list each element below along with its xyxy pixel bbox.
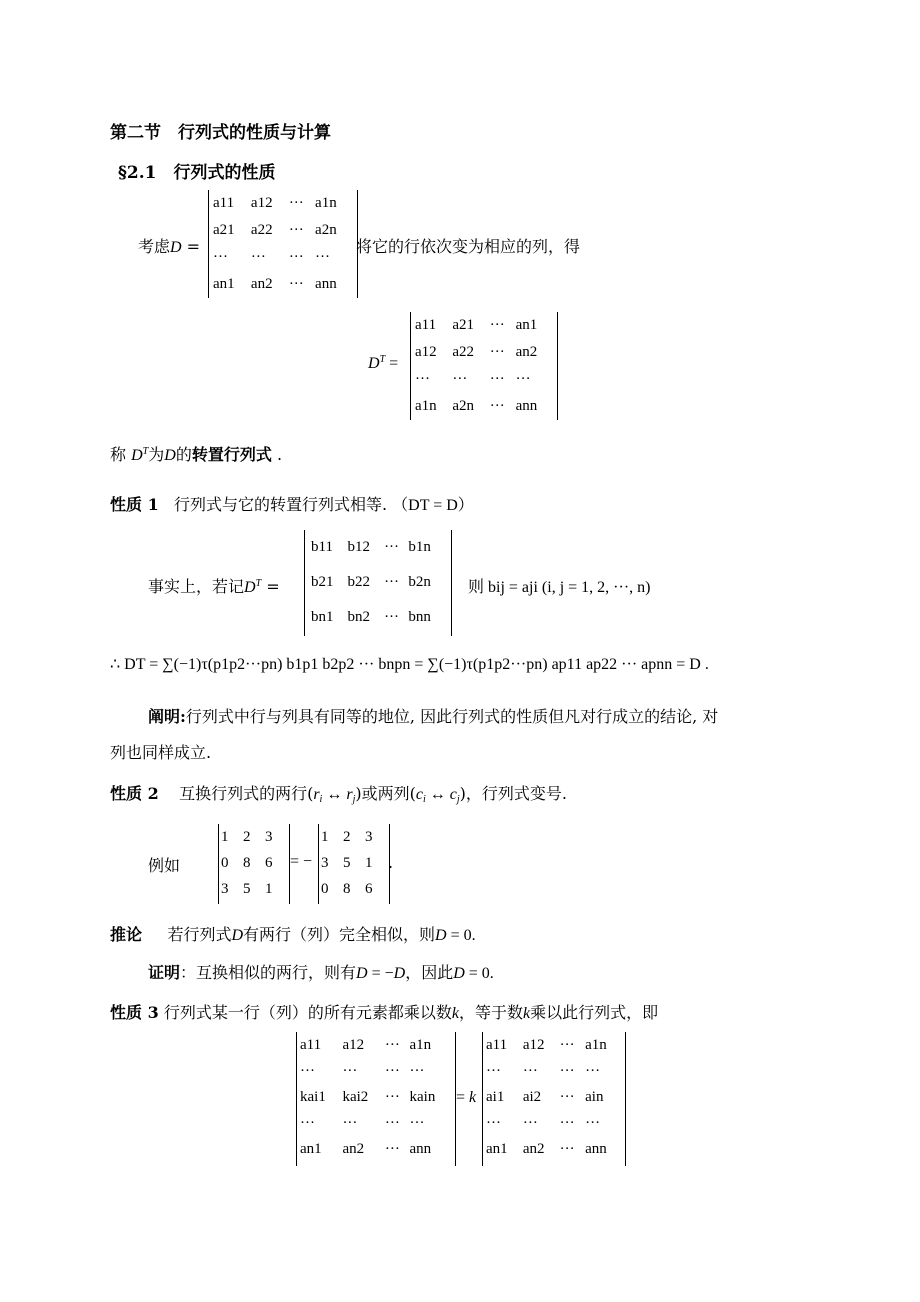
fact-relation-text: bij = aji (i, j = 1, 2, ···, n) xyxy=(488,579,651,596)
matrix-row xyxy=(300,1032,452,1058)
matrix-row xyxy=(300,1136,452,1162)
property-1 xyxy=(110,492,474,515)
p1-text: 行列式与它的转置行列式相等. xyxy=(173,495,388,514)
matrix-cell: ··· xyxy=(409,1114,425,1131)
matrix-cell: 5 xyxy=(343,854,351,871)
matrix-row xyxy=(486,1136,622,1162)
p3-label: 性质 3 xyxy=(110,1003,159,1022)
matrix-cell: ··· xyxy=(486,1062,501,1079)
matrix-cell: ··· xyxy=(415,371,430,387)
proof-text2: ，因此 xyxy=(405,963,454,982)
matrix-cell: an2 xyxy=(342,1140,365,1157)
matrix-DT xyxy=(410,312,558,420)
matrix-cell: an2 xyxy=(522,1140,545,1157)
matrix-cell: 3 xyxy=(365,828,373,845)
td-prefix: 称 xyxy=(110,445,127,464)
matrix-cell: a2n xyxy=(452,398,475,414)
dt-label: $D^T$ = xyxy=(368,354,399,372)
matrix-cell: ann xyxy=(515,398,538,414)
matrix-row xyxy=(213,190,353,217)
matrix-cell: ··· xyxy=(384,1088,400,1105)
matrix-cell: b1n xyxy=(408,539,431,555)
matrix-cell: ··· xyxy=(559,1036,575,1053)
td-mid2: 的 xyxy=(175,445,192,464)
matrix-cell: 6 xyxy=(265,854,273,871)
matrix-cell: 1 xyxy=(365,854,373,871)
matrix-cell: bnn xyxy=(408,609,431,625)
p1-label: 性质 1 xyxy=(110,495,159,514)
td-end: . xyxy=(276,445,283,464)
matrix-cell: ··· xyxy=(384,574,400,590)
matrix-cell: ··· xyxy=(300,1114,315,1131)
k-equals: = k xyxy=(456,1089,477,1106)
p2-text1: 互换行列式的两行( xyxy=(179,784,314,803)
matrix-cell: ··· xyxy=(489,398,505,414)
matrix-row xyxy=(486,1032,622,1058)
matrix-k-right xyxy=(482,1032,626,1166)
matrix-row xyxy=(221,876,287,902)
sum-formula: ∴ DT = ∑(−1)τ(p1p2···pn) b1p1 b2p2 ··· bnpn = ∑(−1)τ(p1p2···pn) ap11 ap22 ··· apnn = D . xyxy=(110,656,709,673)
proof-text1: ：互换相似的两行，则有 xyxy=(180,963,357,982)
corollary: 推论 若行列式D有两行（列）完全相似，则D = 0. xyxy=(110,925,476,944)
consider-line: 考虑D = xyxy=(138,237,201,256)
matrix-cell: bn1 xyxy=(311,609,334,625)
matrix-cell: ain xyxy=(585,1088,604,1105)
matrix-cell: 0 xyxy=(221,854,229,871)
matrix-cell: kai1 xyxy=(300,1088,326,1105)
proof-label: 证明 xyxy=(148,963,181,982)
explanation-text1: 行列式中行与列具有同等的地位, 因此行列式的性质但凡对行成立的结论, 对 xyxy=(185,707,719,726)
matrix-cell: ann xyxy=(585,1140,607,1157)
matrix-cell: a11 xyxy=(415,317,437,333)
matrix-cell: ··· xyxy=(342,1062,358,1079)
matrix-cell: ··· xyxy=(342,1114,358,1131)
example-period: . xyxy=(388,853,394,872)
matrix-cell: ai1 xyxy=(486,1088,505,1105)
matrix-cell: ann xyxy=(409,1140,432,1157)
matrix-cell: 2 xyxy=(343,828,351,845)
property-2: 性质 2 互换行列式的两行($r_i$ ↔ $r_j$)或两列($c_i$ ↔ $c_j$)，行列式变号. xyxy=(110,784,567,805)
matrix-row xyxy=(415,312,553,339)
matrix-cell: a12 xyxy=(342,1036,365,1053)
example-label: 例如 xyxy=(148,856,181,875)
matrix-cell: a21 xyxy=(213,222,235,238)
explanation-label: 阐明: xyxy=(148,707,186,726)
p3-text3: 乘以此行列式，即 xyxy=(530,1003,659,1022)
matrix-cell: 2 xyxy=(243,828,251,845)
matrix-cell: a12 xyxy=(522,1036,545,1053)
matrix-cell: a1n xyxy=(585,1036,607,1053)
example-right-matrix xyxy=(318,824,390,904)
matrix-cell: an1 xyxy=(515,317,538,333)
matrix-cell: ··· xyxy=(515,371,531,387)
matrix-cell: 8 xyxy=(243,854,251,871)
matrix-cell: bn2 xyxy=(347,609,371,625)
matrix-row xyxy=(415,339,553,366)
matrix-cell: b21 xyxy=(311,574,334,590)
matrix-cell: a1n xyxy=(409,1036,432,1053)
p2-text2: )或两列( xyxy=(355,784,416,803)
matrix-cell: ··· xyxy=(585,1062,601,1079)
subsection-title: §2.1 行列式的性质 xyxy=(118,163,276,183)
matrix-row xyxy=(213,244,353,271)
transpose-definition: 称 $D^T$为D的转置行列式 . xyxy=(110,445,283,464)
matrix-cell: 3 xyxy=(321,854,329,871)
corollary-text1: 若行列式 xyxy=(167,925,232,944)
matrix-cell: b22 xyxy=(347,574,371,590)
matrix-row xyxy=(311,600,445,635)
matrix-cell: an2 xyxy=(250,276,273,292)
matrix-cell: 1 xyxy=(221,828,229,845)
matrix-cell: ··· xyxy=(288,249,304,265)
fact-prefix-text: 事实上，若记 xyxy=(148,577,245,596)
matrix-cell: a22 xyxy=(250,222,273,238)
matrix-cell: 3 xyxy=(265,828,273,845)
matrix-cell: ··· xyxy=(315,249,331,265)
matrix-cell: 8 xyxy=(343,880,351,897)
matrix-row xyxy=(311,530,445,565)
consider-prefix: 考虑 xyxy=(138,237,171,256)
p3-text1: 行列式某一行（列）的所有元素都乘以数 xyxy=(163,1003,452,1022)
matrix-row xyxy=(486,1110,622,1136)
explanation-line2: 列也同样成立. xyxy=(110,743,212,762)
matrix-cell: ··· xyxy=(384,539,400,555)
matrix-cell: 1 xyxy=(321,828,329,845)
matrix-D xyxy=(208,190,358,298)
matrix-cell: ··· xyxy=(522,1114,538,1131)
matrix-cell: 3 xyxy=(221,880,229,897)
matrix-cell: ··· xyxy=(489,344,505,360)
matrix-cell: ··· xyxy=(213,249,228,265)
section-title: 第二节 行列式的性质与计算 xyxy=(110,123,331,143)
matrix-cell: an2 xyxy=(515,344,538,360)
matrix-cell: ··· xyxy=(559,1140,575,1157)
matrix-cell: ··· xyxy=(452,371,468,387)
matrix-cell: b11 xyxy=(311,539,333,555)
matrix-cell: a22 xyxy=(452,344,475,360)
matrix-cell: ··· xyxy=(288,195,304,211)
p2-label: 性质 2 xyxy=(110,784,159,803)
matrix-cell: ai2 xyxy=(522,1088,542,1105)
example-equals: = − xyxy=(290,853,313,870)
matrix-row xyxy=(300,1058,452,1084)
matrix-cell: ··· xyxy=(288,222,304,238)
matrix-row xyxy=(221,850,287,876)
corollary-label: 推论 xyxy=(110,925,143,944)
matrix-cell: 0 xyxy=(321,880,329,897)
td-mid: 为 xyxy=(148,445,165,464)
p3-text2: ，等于数 xyxy=(458,1003,523,1022)
p2-text3: )，行列式变号. xyxy=(459,784,567,803)
property-3: 性质 3 行列式某一行（列）的所有元素都乘以数k，等于数k乘以此行列式，即 xyxy=(110,1003,659,1022)
matrix-cell: ··· xyxy=(250,249,266,265)
matrix-cell: 5 xyxy=(243,880,251,897)
matrix-cell: a1n xyxy=(415,398,437,414)
matrix-cell: kai2 xyxy=(342,1088,369,1105)
matrix-row xyxy=(213,217,353,244)
example-left-matrix xyxy=(218,824,290,904)
matrix-cell: a12 xyxy=(250,195,273,211)
matrix-row xyxy=(321,850,387,876)
proof: 证明：互换相似的两行，则有D = −D，因此D = 0. xyxy=(148,963,494,982)
matrix-cell: ··· xyxy=(559,1088,575,1105)
matrix-cell: a2n xyxy=(315,222,337,238)
matrix-cell: ··· xyxy=(559,1114,575,1131)
matrix-cell: ··· xyxy=(489,371,505,387)
matrix-cell: an1 xyxy=(213,276,235,292)
matrix-cell: b12 xyxy=(347,539,371,555)
matrix-cell: a11 xyxy=(213,195,235,211)
matrix-cell: 6 xyxy=(365,880,373,897)
matrix-cell: ··· xyxy=(486,1114,501,1131)
matrix-row xyxy=(311,565,445,600)
matrix-cell: ··· xyxy=(409,1062,425,1079)
matrix-cell: a11 xyxy=(486,1036,508,1053)
fact-relation xyxy=(468,574,650,597)
p1-formula: （DT = D） xyxy=(392,497,474,514)
matrix-cell: ··· xyxy=(559,1062,575,1079)
matrix-cell: ··· xyxy=(384,1036,400,1053)
matrix-cell: ··· xyxy=(585,1114,601,1131)
consider-suffix: 将它的行依次变为相应的列，得 xyxy=(356,237,581,256)
matrix-cell: 1 xyxy=(265,880,273,897)
matrix-row xyxy=(415,393,553,420)
matrix-cell: an1 xyxy=(486,1140,508,1157)
matrix-cell: a12 xyxy=(415,344,437,360)
matrix-cell: a11 xyxy=(300,1036,322,1053)
matrix-cell: ann xyxy=(315,276,337,292)
matrix-cell: a21 xyxy=(452,317,475,333)
matrix-cell: ··· xyxy=(384,609,400,625)
fact-prefix: 事实上，若记$D^T$ = xyxy=(148,577,280,596)
td-term: 转置行列式 xyxy=(191,445,272,464)
matrix-cell: a1n xyxy=(315,195,337,211)
matrix-cell: ··· xyxy=(522,1062,538,1079)
matrix-cell: ··· xyxy=(288,276,304,292)
matrix-cell: an1 xyxy=(300,1140,322,1157)
matrix-cell: ··· xyxy=(384,1114,400,1131)
matrix-cell: ··· xyxy=(384,1062,400,1079)
matrix-k-left xyxy=(296,1032,456,1166)
matrix-B xyxy=(304,530,452,636)
matrix-cell: kain xyxy=(409,1088,436,1105)
matrix-row xyxy=(321,824,387,850)
matrix-cell: ··· xyxy=(489,317,505,333)
matrix-row xyxy=(300,1084,452,1110)
explanation xyxy=(148,704,718,727)
fact-then: 则 xyxy=(468,579,485,596)
matrix-row xyxy=(213,271,353,298)
matrix-row xyxy=(300,1110,452,1136)
matrix-row xyxy=(321,876,387,902)
matrix-row xyxy=(486,1058,622,1084)
matrix-cell: b2n xyxy=(408,574,431,590)
matrix-cell: ··· xyxy=(384,1140,400,1157)
matrix-cell: ··· xyxy=(300,1062,315,1079)
matrix-row xyxy=(486,1084,622,1110)
matrix-row xyxy=(221,824,287,850)
corollary-text2: 有两行（列）完全相似，则 xyxy=(243,925,436,944)
matrix-row xyxy=(415,366,553,393)
